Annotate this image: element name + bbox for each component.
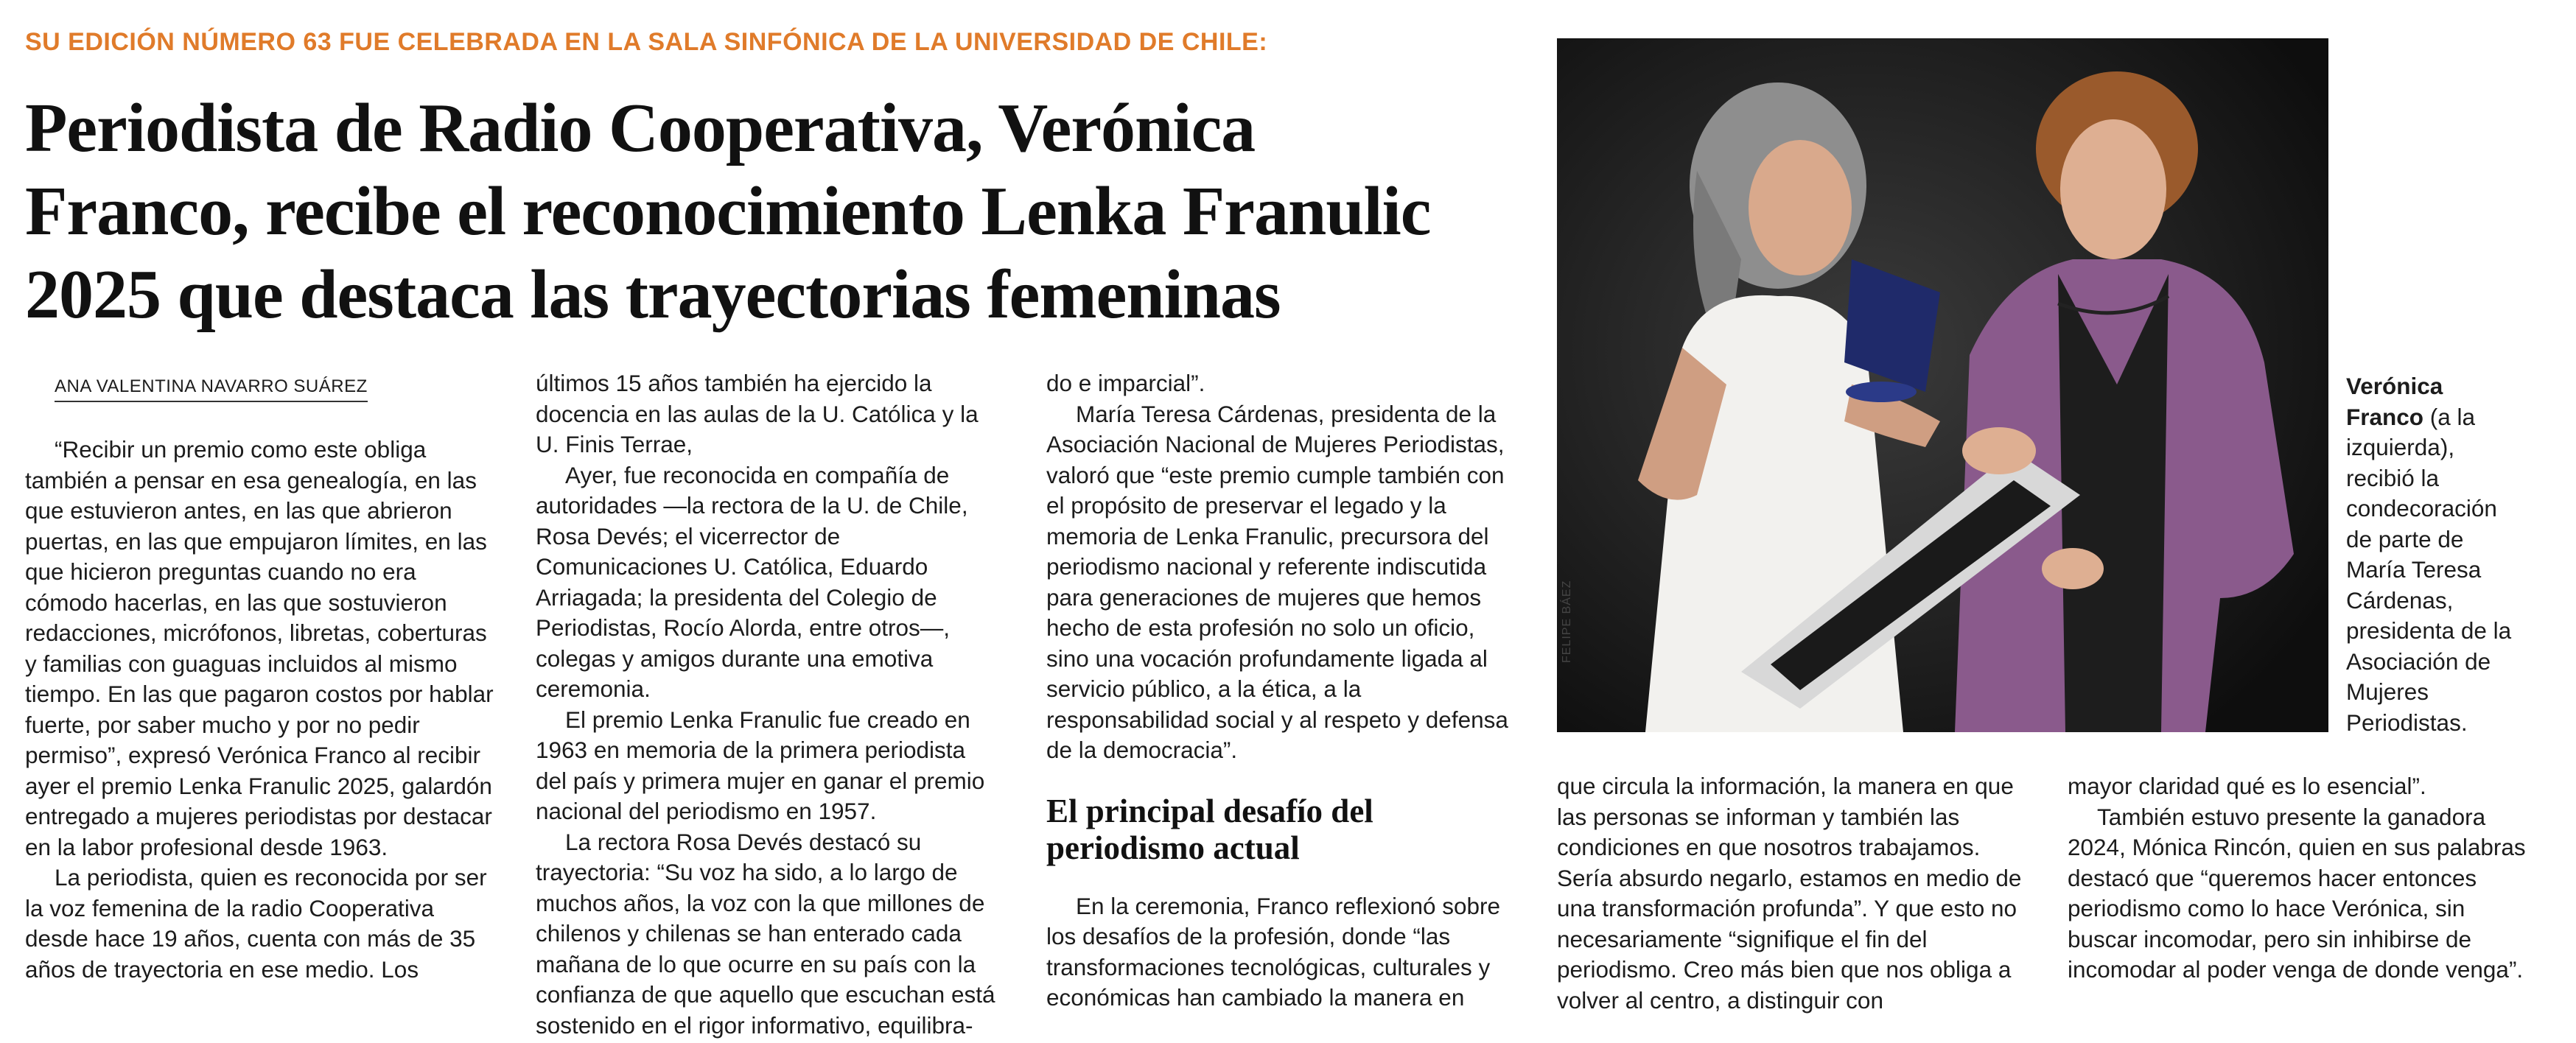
- photo-credit: FELIPE BÁEZ: [1561, 580, 1573, 663]
- caption-text: (a la izquierda), recibió la condecoración de parte de María Teresa Cárdenas, presidenta de la Asociación de Mujeres Periodistas.: [2346, 403, 2512, 736]
- paragraph: últimos 15 años también ha ejercido la docencia en las aulas de la U. Católica y la U. Finis Terrae,: [536, 370, 979, 457]
- paragraph: que circula la información, la manera en que las personas se informan y también las condiciones en que nosotros trabajamos. Sería absurdo negarlo, estamos en medio de una transformación profunda”. Y que esto no necesariamente “signifique el fin del periodismo. Creo más bien que nos obliga a volver al centro, a distinguir con: [1557, 773, 2022, 1014]
- photo-caption: [2346, 371, 2523, 738]
- headline: [25, 87, 1543, 337]
- byline: ANA VALENTINA NAVARRO SUÁREZ: [55, 376, 368, 402]
- paragraph: El premio Lenka Franulic fue creado en 1963 en memoria de la primera periodista del país y primera mujer en ganar el premio nacional del periodismo en 1957.: [536, 706, 985, 824]
- article-column-2: [536, 368, 998, 1041]
- article-column-5: [2068, 771, 2536, 986]
- ceremony-illustration: [1557, 38, 2328, 732]
- paragraph: En la ceremonia, Franco reflexionó sobre los desafíos de la profesión, donde “las transformaciones tecnológicas, culturales y económicas han cambiado la manera en: [1046, 892, 1501, 1011]
- paragraph: do e imparcial”.: [1046, 370, 1205, 396]
- headline-line-2: Franco, recibe el reconocimiento Lenka Franulic: [25, 173, 1431, 250]
- headline-line-1: Periodista de Radio Cooperativa, Verónica: [25, 90, 1256, 166]
- section-subheading: El principal desafío del periodismo actual: [1046, 792, 1373, 866]
- caption-name: Verónica Franco: [2346, 373, 2443, 430]
- article-column-3: [1046, 368, 1518, 1014]
- paragraph: La rectora Rosa Devés destacó su trayectoria: “Su voz ha sido, a lo largo de muchos años, la voz con la que millones de chilenos y chilenas se han enterado cada mañana de lo que ocurre en su país con la confianza de que aquello que escuchan está sostenido en el rigor informativo, equilibra-: [536, 828, 995, 1039]
- paragraph: “Recibir un premio como este obliga también a pensar en esa genealogía, en las que estuvieron antes, en las que abrieron puertas, en las que empujaron límites, en las que hicieron preguntas cuando no era cómodo hacerlas, en las que sostuvieron redacciones, micrófonos, libretas, coberturas y familias con guaguas incluidos al mismo tiempo. En las que pagaron costos por hablar fuerte, por saber mucho y por no pedir permiso”, expresó Verónica Franco al recibir ayer el premio Lenka Franulic 2025, galardón entregado a mujeres periodistas por destacar en la labor profesional desde 1963.: [25, 436, 494, 860]
- paragraph: La periodista, quien es reconocida por ser la voz femenina de la radio Cooperativa desde hace 19 años, cuenta con más de 35 años de trayectoria en ese medio. Los: [25, 864, 487, 983]
- article-column-1: [25, 368, 494, 985]
- ceremony-photo: [1557, 38, 2328, 732]
- article-column-4: [1557, 771, 2029, 1016]
- kicker: SU EDICIÓN NÚMERO 63 FUE CELEBRADA EN LA SALA SINFÓNICA DE LA UNIVERSIDAD DE CHILE:: [25, 28, 1268, 56]
- paragraph: María Teresa Cárdenas, presidenta de la Asociación Nacional de Mujeres Periodistas, valoró que “este premio cumple también con el propósito de preservar el legado y la memoria de Lenka Franulic, precursora del periodismo nacional y referente indiscutida para generaciones de mujeres que hemos hecho de esta profesión no solo un oficio, sino una vocación profundamente ligada al servicio público, a la ética, a la responsabilidad social y al respeto y defensa de la democracia”.: [1046, 400, 1508, 763]
- headline-line-3: 2025 que destaca las trayectorias femeninas: [25, 256, 1281, 333]
- paragraph: mayor claridad qué es lo esencial”.: [2068, 773, 2426, 799]
- paragraph: También estuvo presente la ganadora 2024, Mónica Rincón, quien en sus palabras destacó que “queremos hacer entonces periodismo como lo hace Verónica, sin buscar incomodar, pero sin inhibirse de incomodar al poder venga de donde venga”.: [2068, 803, 2526, 983]
- paragraph: Ayer, fue reconocida en compañía de autoridades —la rectora de la U. de Chile, Rosa Devés; el vicerrector de Comunicaciones U. Católica, Eduardo Arriagada; la presidenta del Colegio de Periodistas, Rocío Alorda, entre otros—, colegas y amigos durante una emotiva ceremonia.: [536, 461, 968, 702]
